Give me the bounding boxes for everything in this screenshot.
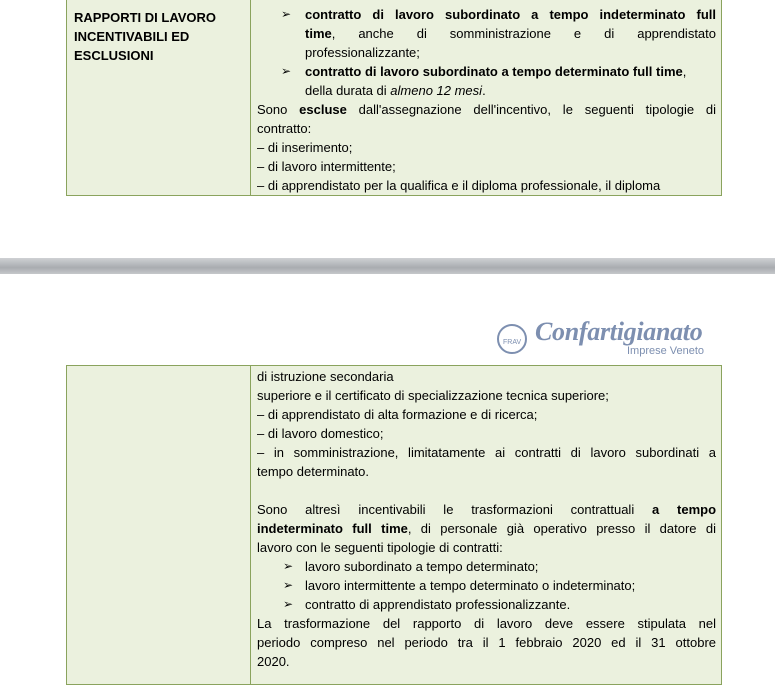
document-page-2 — [0, 274, 775, 676]
column-divider — [250, 366, 251, 684]
text-span: lavoro subordinato a tempo determinato; — [305, 559, 539, 574]
text-line: lavoro con le seguenti tipologie di contratti: — [257, 540, 503, 555]
row-label-line: INCENTIVABILI ED — [74, 29, 190, 44]
arrow-bullet-icon: ➢ — [283, 597, 294, 611]
bullet-item — [257, 557, 716, 576]
list-item: – in somministrazione, limitatamente ai contratti di lavoro subordinati a — [257, 445, 716, 460]
arrow-bullet-icon: ➢ — [281, 64, 292, 78]
text-line — [257, 519, 716, 538]
logo-emblem-text: FRAV — [503, 339, 522, 346]
page-separator — [0, 258, 775, 274]
confartigianato-logo — [497, 317, 707, 361]
arrow-bullet-icon: ➢ — [281, 7, 292, 21]
arrow-bullet-icon: ➢ — [283, 578, 294, 592]
bold-text: contratto di lavoro subordinato a tempo determinato full time — [305, 64, 683, 79]
row-label-line: RAPPORTI DI LAVORO — [74, 10, 217, 25]
row-content — [257, 5, 716, 195]
document-page-1 — [0, 0, 775, 258]
italic-text: almeno 12 mesi — [390, 83, 483, 98]
bold-text: contratto di lavoro subordinato a tempo indeterminato full — [305, 7, 716, 22]
blank-line — [257, 481, 716, 500]
text-span: Sono altresì incentivabili le trasformazioni contrattuali — [257, 502, 652, 517]
logo-subtitle: Imprese Veneto — [627, 345, 705, 357]
bullet-item — [257, 5, 716, 24]
text-span: , — [682, 64, 687, 79]
text-line: professionalizzante; — [305, 45, 420, 60]
text-line — [257, 500, 716, 519]
text-span: , di personale già operativo presso il datore di — [407, 521, 716, 536]
incentive-table-row — [66, 365, 722, 685]
text-span: dall'assegnazione dell'incentivo, le seguenti tipologie di — [346, 102, 716, 117]
text-line — [257, 100, 716, 119]
logo-name: Confartigianato — [535, 317, 703, 346]
bullet-item — [257, 576, 716, 595]
bold-text: time — [305, 26, 332, 41]
text-line: superiore e il certificato di specializzazione tecnica superiore; — [257, 388, 609, 403]
row-label-line: ESCLUSIONI — [74, 48, 154, 63]
row-content — [257, 367, 716, 671]
text-line: periodo compreso nel periodo tra il 1 febbraio 2020 ed il 31 ottobre — [257, 635, 716, 650]
text-line: di istruzione secondaria — [257, 369, 394, 384]
list-item: – di lavoro domestico; — [257, 426, 384, 441]
list-item: – di inserimento; — [257, 140, 353, 155]
list-item: – di apprendistato di alta formazione e di ricerca; — [257, 407, 538, 422]
list-item: – di lavoro intermittente; — [257, 159, 396, 174]
text-span: Sono — [257, 102, 300, 117]
text-line — [257, 81, 716, 100]
text-span: lavoro intermittente a tempo determinato o indeterminato; — [305, 578, 636, 593]
bold-text: indeterminato full time — [257, 521, 408, 536]
text-line — [257, 24, 716, 43]
text-line: 2020. — [257, 654, 290, 669]
bold-text: escluse — [299, 102, 347, 117]
bold-text: a tempo — [652, 502, 716, 517]
incentive-table-row — [66, 0, 722, 196]
text-span: della durata di — [305, 83, 391, 98]
text-span: contratto di apprendistato professionalizzante. — [305, 597, 571, 612]
arrow-bullet-icon: ➢ — [283, 559, 294, 573]
text-line: tempo determinato. — [257, 464, 370, 479]
text-line: La trasformazione del rapporto di lavoro deve essere stipulata nel — [257, 616, 716, 631]
bullet-item — [257, 62, 716, 81]
column-divider — [250, 0, 251, 195]
list-item: – di apprendistato per la qualifica e il diploma professionale, il diploma — [257, 178, 661, 193]
row-label — [74, 8, 244, 65]
text-span: . — [482, 83, 486, 98]
text-span: , anche di somministrazione e di apprendistato — [331, 26, 716, 41]
logo-emblem-icon — [497, 324, 527, 354]
text-line: contratto: — [257, 121, 312, 136]
bullet-item — [257, 595, 716, 614]
